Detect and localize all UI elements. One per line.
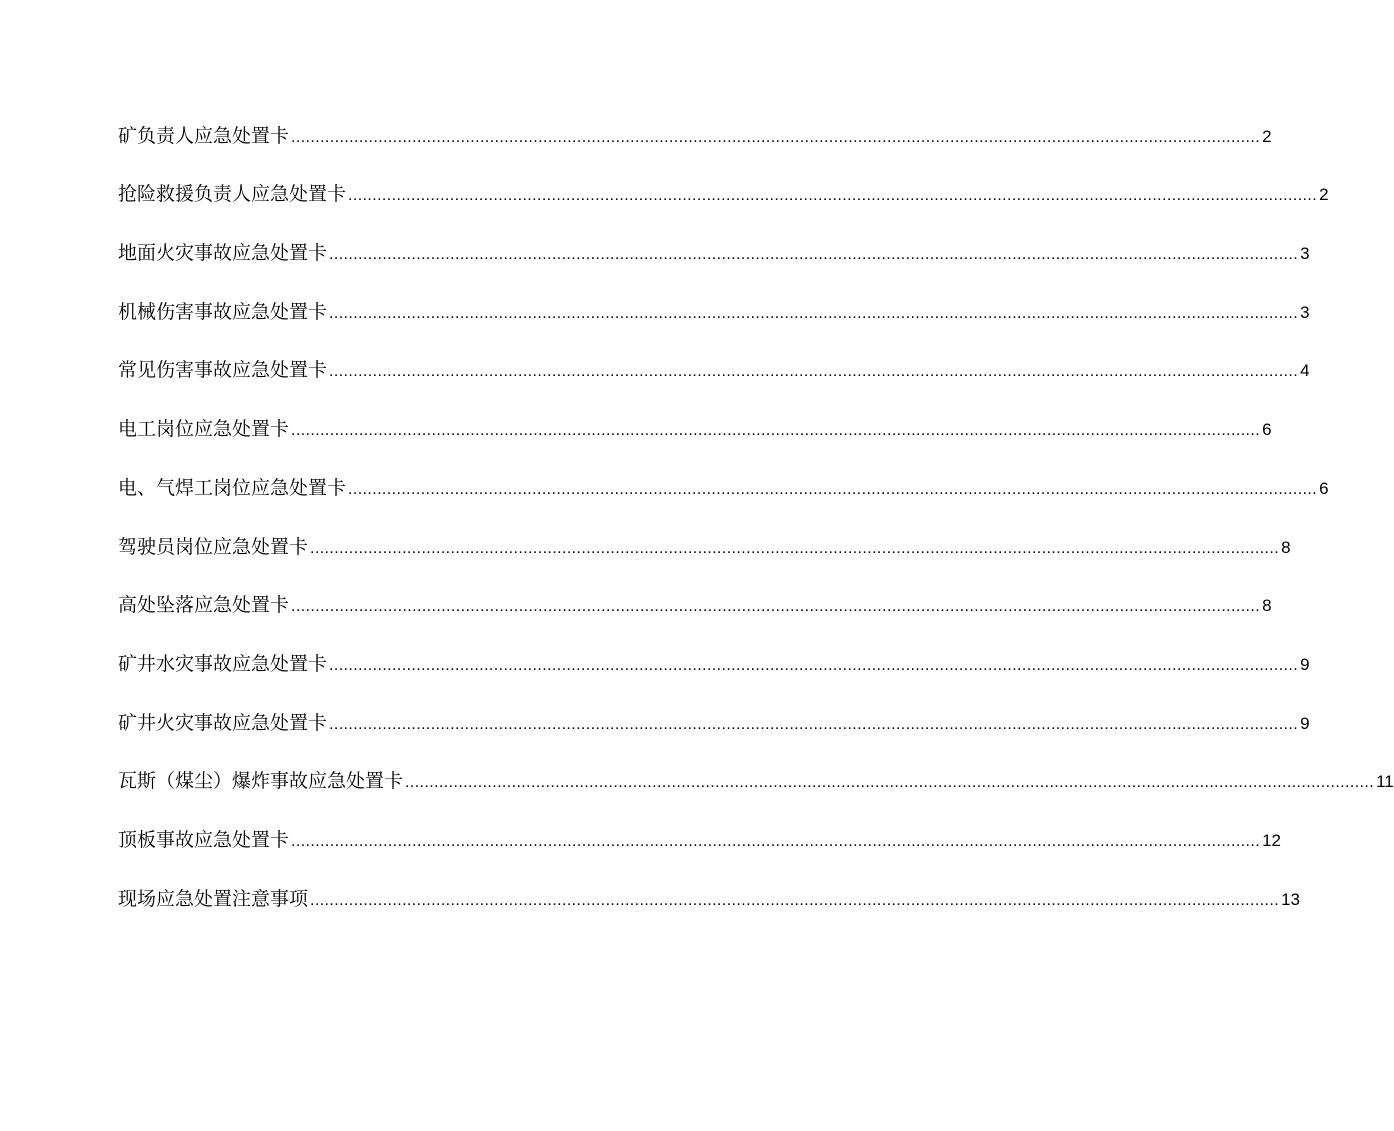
toc-entry-title: 地面火灾事故应急处置卡 [118, 242, 328, 265]
toc-page-number: 6 [1262, 420, 1272, 440]
toc-dot-leader: ........................................................................................................................................................................................................ [329, 656, 1299, 674]
toc-dot-leader: ........................................................................................................................................................................................................ [329, 715, 1299, 733]
toc-entry-title: 矿负责人应急处置卡 [118, 124, 290, 147]
toc-entry-title: 高处坠落应急处置卡 [118, 594, 290, 617]
toc-dot-leader: ........................................................................................................................................................................................................ [348, 480, 1318, 498]
toc-entry-title: 矿井水灾事故应急处置卡 [118, 652, 328, 675]
table-of-contents [118, 104, 1394, 926]
toc-page-number: 4 [1300, 361, 1310, 381]
toc-entry[interactable] [118, 339, 1310, 398]
toc-entry[interactable] [118, 574, 1272, 633]
toc-entry[interactable] [118, 397, 1272, 456]
toc-dot-leader: ........................................................................................................................................................................................................ [310, 539, 1280, 557]
toc-entry-title: 驾驶员岗位应急处置卡 [118, 535, 309, 558]
toc-entry[interactable] [118, 280, 1310, 339]
toc-entry[interactable] [118, 163, 1329, 222]
toc-page-number: 13 [1281, 889, 1300, 909]
toc-page-number: 3 [1300, 302, 1310, 322]
toc-entry-title: 现场应急处置注意事项 [118, 887, 309, 910]
toc-entry-title: 机械伤害事故应急处置卡 [118, 300, 328, 323]
toc-entry-title: 瓦斯（煤尘）爆炸事故应急处置卡 [118, 770, 404, 793]
toc-dot-leader: ........................................................................................................................................................................................................ [291, 422, 1261, 440]
toc-dot-leader: ........................................................................................................................................................................................................ [291, 832, 1261, 850]
toc-entry-title: 电、气焊工岗位应急处置卡 [118, 476, 347, 499]
toc-entry[interactable] [118, 691, 1310, 750]
toc-entry[interactable] [118, 104, 1272, 163]
toc-page-number: 2 [1262, 126, 1272, 146]
toc-entry[interactable] [118, 867, 1300, 926]
toc-dot-leader: ........................................................................................................................................................................................................ [348, 187, 1318, 205]
toc-page-number: 12 [1262, 830, 1281, 850]
toc-entry[interactable] [118, 808, 1281, 867]
toc-page-number: 8 [1281, 537, 1291, 557]
toc-entry-title: 常见伤害事故应急处置卡 [118, 359, 328, 382]
toc-dot-leader: ........................................................................................................................................................................................................ [329, 363, 1299, 381]
toc-entry-title: 顶板事故应急处置卡 [118, 828, 290, 851]
toc-dot-leader: ........................................................................................................................................................................................................ [291, 128, 1261, 146]
toc-page-number: 6 [1319, 478, 1329, 498]
toc-entry[interactable] [118, 632, 1310, 691]
toc-dot-leader: ........................................................................................................................................................................................................ [405, 774, 1375, 792]
toc-page-number: 11 [1376, 772, 1394, 792]
toc-page-number: 2 [1319, 185, 1329, 205]
toc-entry[interactable] [118, 456, 1329, 515]
toc-dot-leader: ........................................................................................................................................................................................................ [310, 891, 1280, 909]
toc-page-number: 3 [1300, 244, 1310, 264]
toc-page-number: 9 [1300, 713, 1310, 733]
toc-page-number: 8 [1262, 596, 1272, 616]
toc-entry-title: 电工岗位应急处置卡 [118, 418, 290, 441]
toc-dot-leader: ........................................................................................................................................................................................................ [291, 598, 1261, 616]
toc-page-number: 9 [1300, 654, 1310, 674]
toc-entry[interactable] [118, 750, 1394, 809]
toc-entry[interactable] [118, 221, 1310, 280]
toc-dot-leader: ........................................................................................................................................................................................................ [329, 304, 1299, 322]
toc-entry-title: 抢险救援负责人应急处置卡 [118, 183, 347, 206]
toc-entry[interactable] [118, 515, 1291, 574]
toc-dot-leader: ........................................................................................................................................................................................................ [329, 246, 1299, 264]
toc-entry-title: 矿井火灾事故应急处置卡 [118, 711, 328, 734]
